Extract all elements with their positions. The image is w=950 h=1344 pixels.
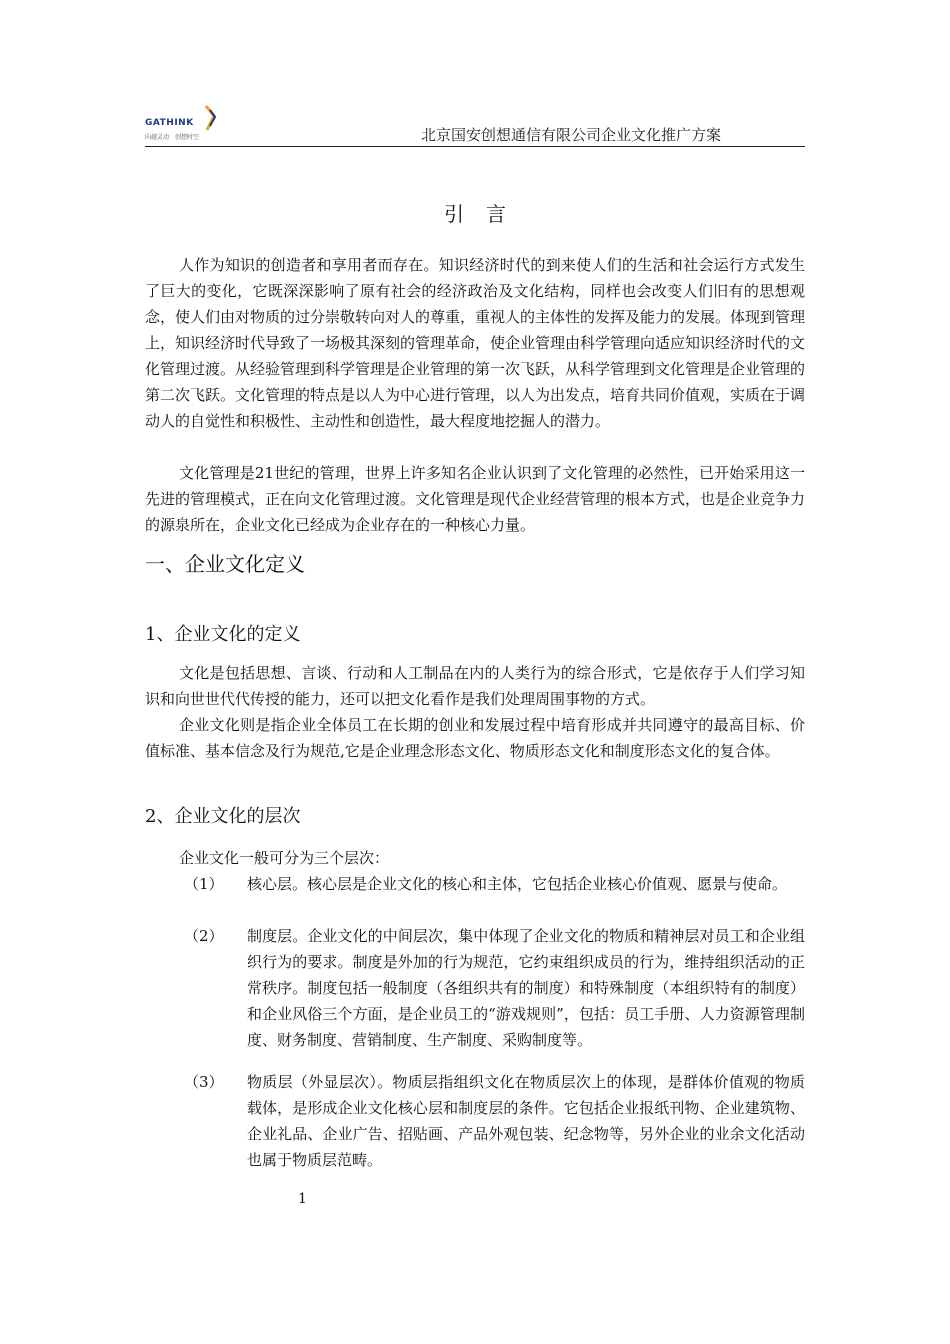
logo-tagline-2: 创想时空 bbox=[175, 134, 200, 141]
subsection-heading-2: 2、企业文化的层次 bbox=[145, 806, 301, 827]
levels-lead-text: 企业文化一般可分为三个层次： bbox=[179, 849, 390, 867]
logo-tagline bbox=[145, 132, 205, 141]
page-title: 引言 bbox=[444, 202, 528, 226]
logo-mark-icon bbox=[203, 104, 217, 134]
definition-paragraph-1: 文化是包括思想、言谈、行动和人工制品在内的人类行为的综合形式，它是依存于人们学习知识和向世世代代传授的能力，还可以把文化看作是我们处理周围事物的方式。 bbox=[145, 664, 805, 708]
company-logo bbox=[145, 104, 255, 142]
subsection-heading-1: 1、企业文化的定义 bbox=[145, 624, 301, 645]
page-header bbox=[145, 100, 805, 147]
list-item-number: （1） bbox=[184, 875, 224, 893]
intro-paragraph-1: 人作为知识的创造者和享用者而存在。知识经济时代的到来使人们的生活和社会运行方式发生了巨大的变化，它既深深影响了原有社会的经济政治及文化结构，同样也会改变人们旧有的思想观念，使人们由对物质的过分崇敬转向对人的尊重，重视人的主体性的发挥及能力的发展。体现到管理上，知识经济时代导致了一场极其深刻的管理革命，使企业管理由科学管理向适应知识经济时代的文化管理过渡。从经验管理到科学管理是企业管理的第一次飞跃，从科学管理到文化管理是企业管理的第二次飞跃。文化管理的特点是以人为中心进行管理，以人为出发点，培育共同价值观，实质在于调动人的自觉性和积极性、主动性和创造性，最大程度地挖掘人的潜力。 bbox=[145, 256, 806, 430]
logo-tagline-1: 向越灵动 bbox=[145, 134, 170, 141]
logo-wordmark: GATHINK bbox=[145, 118, 194, 128]
list-item-text: 核心层。核心层是企业文化的核心和主体，它包括企业核心价值观、愿景与使命。 bbox=[247, 875, 788, 893]
list-item-text: 制度层。企业文化的中间层次，集中体现了企业文化的物质和精神层对员工和企业组织行为的要求。制度是外加的行为规范，它约束组织成员的行为，维持组织活动的正常秩序。制度包括一般制度（各组织共有的制度）和特殊制度（本组织特有的制度）和企业风俗三个方面，是企业员工的“游戏规则”，包括：员工手册、人力资源管理制度、财务制度、营销制度、生产制度、采购制度等。 bbox=[247, 927, 805, 1049]
section-heading: 一、企业文化定义 bbox=[145, 552, 305, 576]
list-item-number: （2） bbox=[184, 927, 224, 945]
page-number: 1 bbox=[298, 1191, 307, 1207]
intro-paragraph-2: 文化管理是21世纪的管理，世界上许多知名企业认识到了文化管理的必然性，已开始采用这一先进的管理模式，正在向文化管理过渡。文化管理是现代企业经营管理的根本方式，也是企业竞争力的源泉所在，企业文化已经成为企业存在的一种核心力量。 bbox=[145, 464, 806, 534]
list-item-text: 物质层（外显层次）。物质层指组织文化在物质层次上的体现，是群体价值观的物质载体，是形成企业文化核心层和制度层的条件。它包括企业报纸刊物、企业建筑物、企业礼品、企业广告、招贴画、产品外观包装、纪念物等，另外企业的业余文化活动也属于物质层范畴。 bbox=[247, 1073, 805, 1169]
document-title: 北京国安创想通信有限公司企业文化推广方案 bbox=[420, 126, 721, 144]
definition-paragraph-2: 企业文化则是指企业全体员工在长期的创业和发展过程中培育形成并共同遵守的最高目标、价值标准、基本信念及行为规范,它是企业理念形态文化、物质形态文化和制度形态文化的复合体。 bbox=[145, 716, 805, 760]
list-item-number: （3） bbox=[184, 1073, 224, 1091]
